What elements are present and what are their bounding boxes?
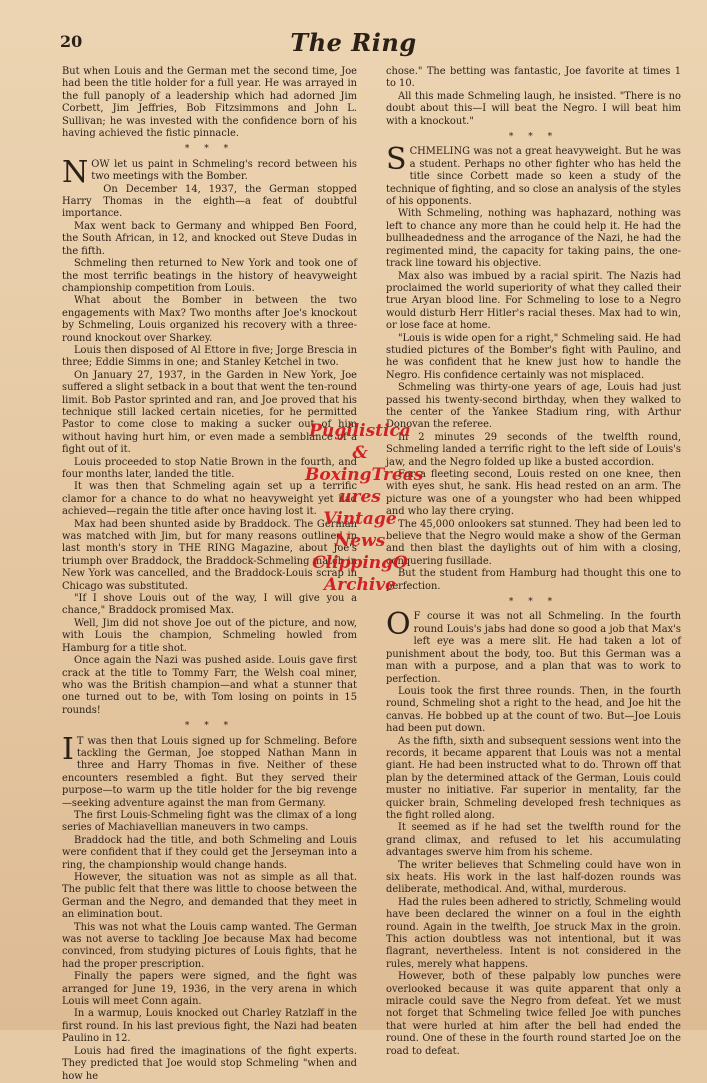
paragraph: What about the Bomber in between the two engagements with Max? Two months after Joe's knockout by Schmeling, Louis organized his recovery with a three-round knockout over Sharkey. (62, 295, 357, 344)
paragraph: Braddock had the title, and both Schmeling and Louis were confident that if they could get the Jerseyman into a ring, the championship would change hands. (62, 834, 357, 871)
paragraph: SCHMELING was not a great heavyweight. But he was a student. Perhaps no other fighter who has held the title since Corbett made so keen a study of the technique of fighting, and so close an analysis of the styles of his opponents. (386, 142, 681, 208)
paragraph: Max went back to Germany and whipped Ben Foord, the South African, in 12, and knocked out Steve Dudas in the fifth. (62, 220, 357, 257)
paragraph: All this made Schmeling laugh, he insisted. "There is no doubt about this—I will beat the Negro. I will beat him with a knockout." (386, 90, 681, 127)
paragraph: Schmeling was thirty-one years of age, Louis had just passed his twenty-second birthday, when they walked to the center of the Yankee Stadium ring, with Arthur Donovan the referee. (386, 382, 681, 431)
paragraph: Louis then disposed of Al Ettore in five; Jorge Brescia in three; Eddie Simms in one; and Stanley Ketchel in two. (62, 344, 357, 369)
paragraph: "Louis is wide open for a right," Schmeling said. He had studied pictures of the Bomber's fight with Paulino, and he was confident that he knew just how to handle the Negro. His confidence certainly was not misplaced. (386, 332, 681, 381)
paragraph: In a warmup, Louis knocked out Charley Ratzlaff in the first round. In his last previous fight, the Nazi had beaten Paulino in 12. (62, 1008, 357, 1045)
paragraph: "If I shove Louis out of the way, I will give you a chance," Braddock promised Max. (62, 593, 357, 617)
paragraph: The first Louis-Schmeling fight was the climax of a long series of Machiavellian maneuvers in two camps. (62, 809, 357, 834)
paragraph: On January 27, 1937, in the Garden in New York, Joe suffered a slight setback in a bout that went the ten-round limit. Bob Pastor sprinted and ran, and Joe proved that his technique still lacked certain niceties, for he permitted Pastor to come close to making a sucker out of him without having hurt him, or even made a semblance of a fight out of it. (62, 369, 357, 456)
paragraph: But when Louis and the German met the second time, Joe had been the title holder for a full year. He was arrayed in the full panoply of a leadership which had adorned Jim Corbett, Jim Jeffries, Bob Fitzsimmons and John L. Sullivan; he was invested with the confidence born of his having achieved the fistic pinnacle. (62, 66, 357, 140)
drop-cap: S (386, 142, 407, 178)
paragraph: Had the rules been adhered to strictly, Schmeling would have been declared the winner on a foul in the eighth round. Again in the twelfth, Joe struck Max in the groin. This action doubtless was not intentional, but it was flagrant, nevertheless. Intent is not considered in the rules, merely what happens. (386, 896, 681, 970)
watermark-line: BoxingTreas (305, 465, 424, 485)
paragraph: Once again the Nazi was pushed aside. Louis gave first crack at the title to Tommy Farr, the Welsh coal miner, who was the British champion—and what a stunner that one turned out to be, with Tom losing on points in 15 rounds! (62, 655, 357, 716)
page-number: 20 (60, 32, 83, 51)
right-column (386, 66, 681, 1058)
paragraph: O F course it was not all Schmeling. In the fourth round Louis's jabs had done so good a job that Max's left eye was a mere slit. He had taken a lot of punishment about the body, too. But this German was a man with a purpose, and a plan that was to work to perfection. (386, 607, 681, 685)
paragraph: It was then that Schmeling again set up a terrific clamor for a chance to do what no heavyweight yet had achieved—regain the title after once having lost it. (62, 481, 357, 518)
watermark-line: ures (339, 487, 381, 507)
watermark-line: News (334, 531, 386, 551)
archive-watermark (305, 420, 424, 596)
section-divider: * * * (184, 721, 235, 732)
watermark-line: Pugilistica (309, 421, 411, 441)
watermark-line: Archive (323, 575, 396, 595)
paragraph: NOW let us paint in Schmeling's record between his two meetings with the Bomber. (62, 154, 357, 190)
watermark-line: ClippingO (312, 553, 408, 573)
section-divider: * * * (508, 597, 559, 608)
watermark-line: & (352, 443, 368, 463)
paragraph: Louis had fired the imaginations of the fight experts. They predicted that Joe would stop Schmeling "when and how he (62, 1045, 357, 1082)
magazine-title: The Ring (290, 28, 417, 57)
paragraph: Max also was imbued by a racial spirit. The Nazis had proclaimed the world superiority of what they called their true Aryan blood line. For Schmeling to lose to a Negro would disturb Herr Hitler's racial theses. Max had to win, or lose face at home. (386, 270, 681, 332)
paragraph: Schmeling then returned to New York and took one of the most terrific beatings in the history of heavyweight championship competition from Louis. (62, 258, 357, 294)
watermark-line: Vintage (323, 509, 397, 529)
paragraph: Well, Jim did not shove Joe out of the picture, and now, with Louis the champion, Schmeling howled from Hamburg for a title shot. (62, 617, 357, 654)
paragraph: I T was then that Louis signed up for Schmeling. Before tackling the German, Joe stopped Nathan Mann in three and Harry Thomas in five. Neither of these encounters resembled a fight. But they served their purpose—to warm up the title holder for the big revenge—seeking adventure against the man from Germany. (62, 731, 357, 809)
paragraph: On December 14, 1937, the German stopped Harry Thomas in the eighth—a feat of doubtful importance. (62, 183, 357, 220)
paragraph: However, the situation was not as simple as all that. The public felt that there was little to choose between the German and the Negro, and demanded that they meet in an elimination bout. (62, 872, 357, 921)
paragraph: This was not what the Louis camp wanted. The German was not averse to tackling Joe because Max had become convinced, from studying pictures of Louis fights, that he had the proper prescription. (62, 921, 357, 970)
paragraph: Louis took the first three rounds. Then, in the fourth round, Schmeling shot a right to the head, and Joe hit the canvas. He bobbed up at the count of two. But—Joe Louis had been put down. (386, 685, 681, 735)
section-divider: * * * (184, 144, 235, 155)
paragraph: With Schmeling, nothing was haphazard, nothing was left to chance any more than he could help it. He had the bullheadedness and the arrogance of the Nazi, he had the regimented mind, the capacity for taking pains, the one-track line toward his objective. (386, 208, 681, 270)
drop-cap: I (62, 731, 74, 767)
paragraph: chose." The betting was fantastic, Joe favorite at times 1 to 10. (386, 66, 681, 90)
paragraph: However, both of these palpably low punches were overlooked because it was quite apparent that only a miracle could save the Negro from defeat. Yet we must not forget that Schmeling twice felled Joe with punches that were hurled at him after the bell had ended the round. One of these in the fourth round started Joe on the road to defeat. (386, 971, 681, 1057)
paragraph: The 45,000 onlookers sat stunned. They had been led to believe that the Negro would make a show of the German and then blast the daylights out of him with a closing, conquering fusillade. (386, 518, 681, 567)
paragraph: The writer believes that Schmeling could have won in six heats. His work in the last half-dozen rounds was deliberate, methodical. And, withal, murderous. (386, 859, 681, 896)
paragraph: As the fifth, sixth and subsequent sessions went into the records, it became apparent that Louis was not a mental giant. He had been instructed what to do. Thrown off that plan by the determined attack of the German, Louis could muster no initiative. Far superior in mentality, far the quicker brain, Schmeling developed fresh techniques as the fight rolled along. (386, 735, 681, 821)
paragraph: Finally the papers were signed, and the fight was arranged for June 19, 1936, in the very arena in which Louis will meet Conn again. (62, 971, 357, 1008)
paragraph: Louis proceeded to stop Natie Brown in the fourth, and four months later, landed the title. (62, 456, 357, 480)
paragraph: But the student from Hamburg had thought this one to perfection. (386, 568, 681, 592)
drop-cap: N (62, 154, 89, 190)
section-divider: * * * (508, 132, 559, 143)
paragraph: It seemed as if he had set the twelfth round for the grand climax, and refused to let his accumulating advantages swerve him from his scheme. (386, 822, 681, 859)
paragraph: In 2 minutes 29 seconds of the twelfth round, Schmeling landed a terrific right to the left side of Louis's jaw, and the Negro folded up like a busted accordion. (386, 431, 681, 468)
paragraph: For a fleeting second, Louis rested on one knee, then with eyes shut, he sank. His head rested on an arm. The picture was one of a youngster who had been whipped and who lay there crying. (386, 469, 681, 518)
paragraph: Max had been shunted aside by Braddock. The German was matched with Jim, but for many reasons outlined in last month's story in THE RING Magazine, about Joe's triumph over Braddock, the Braddock-Schmeling match in New York was cancelled, and the Braddock-Louis scrap in Chicago was substituted. (62, 518, 357, 592)
drop-cap: O (386, 607, 411, 643)
